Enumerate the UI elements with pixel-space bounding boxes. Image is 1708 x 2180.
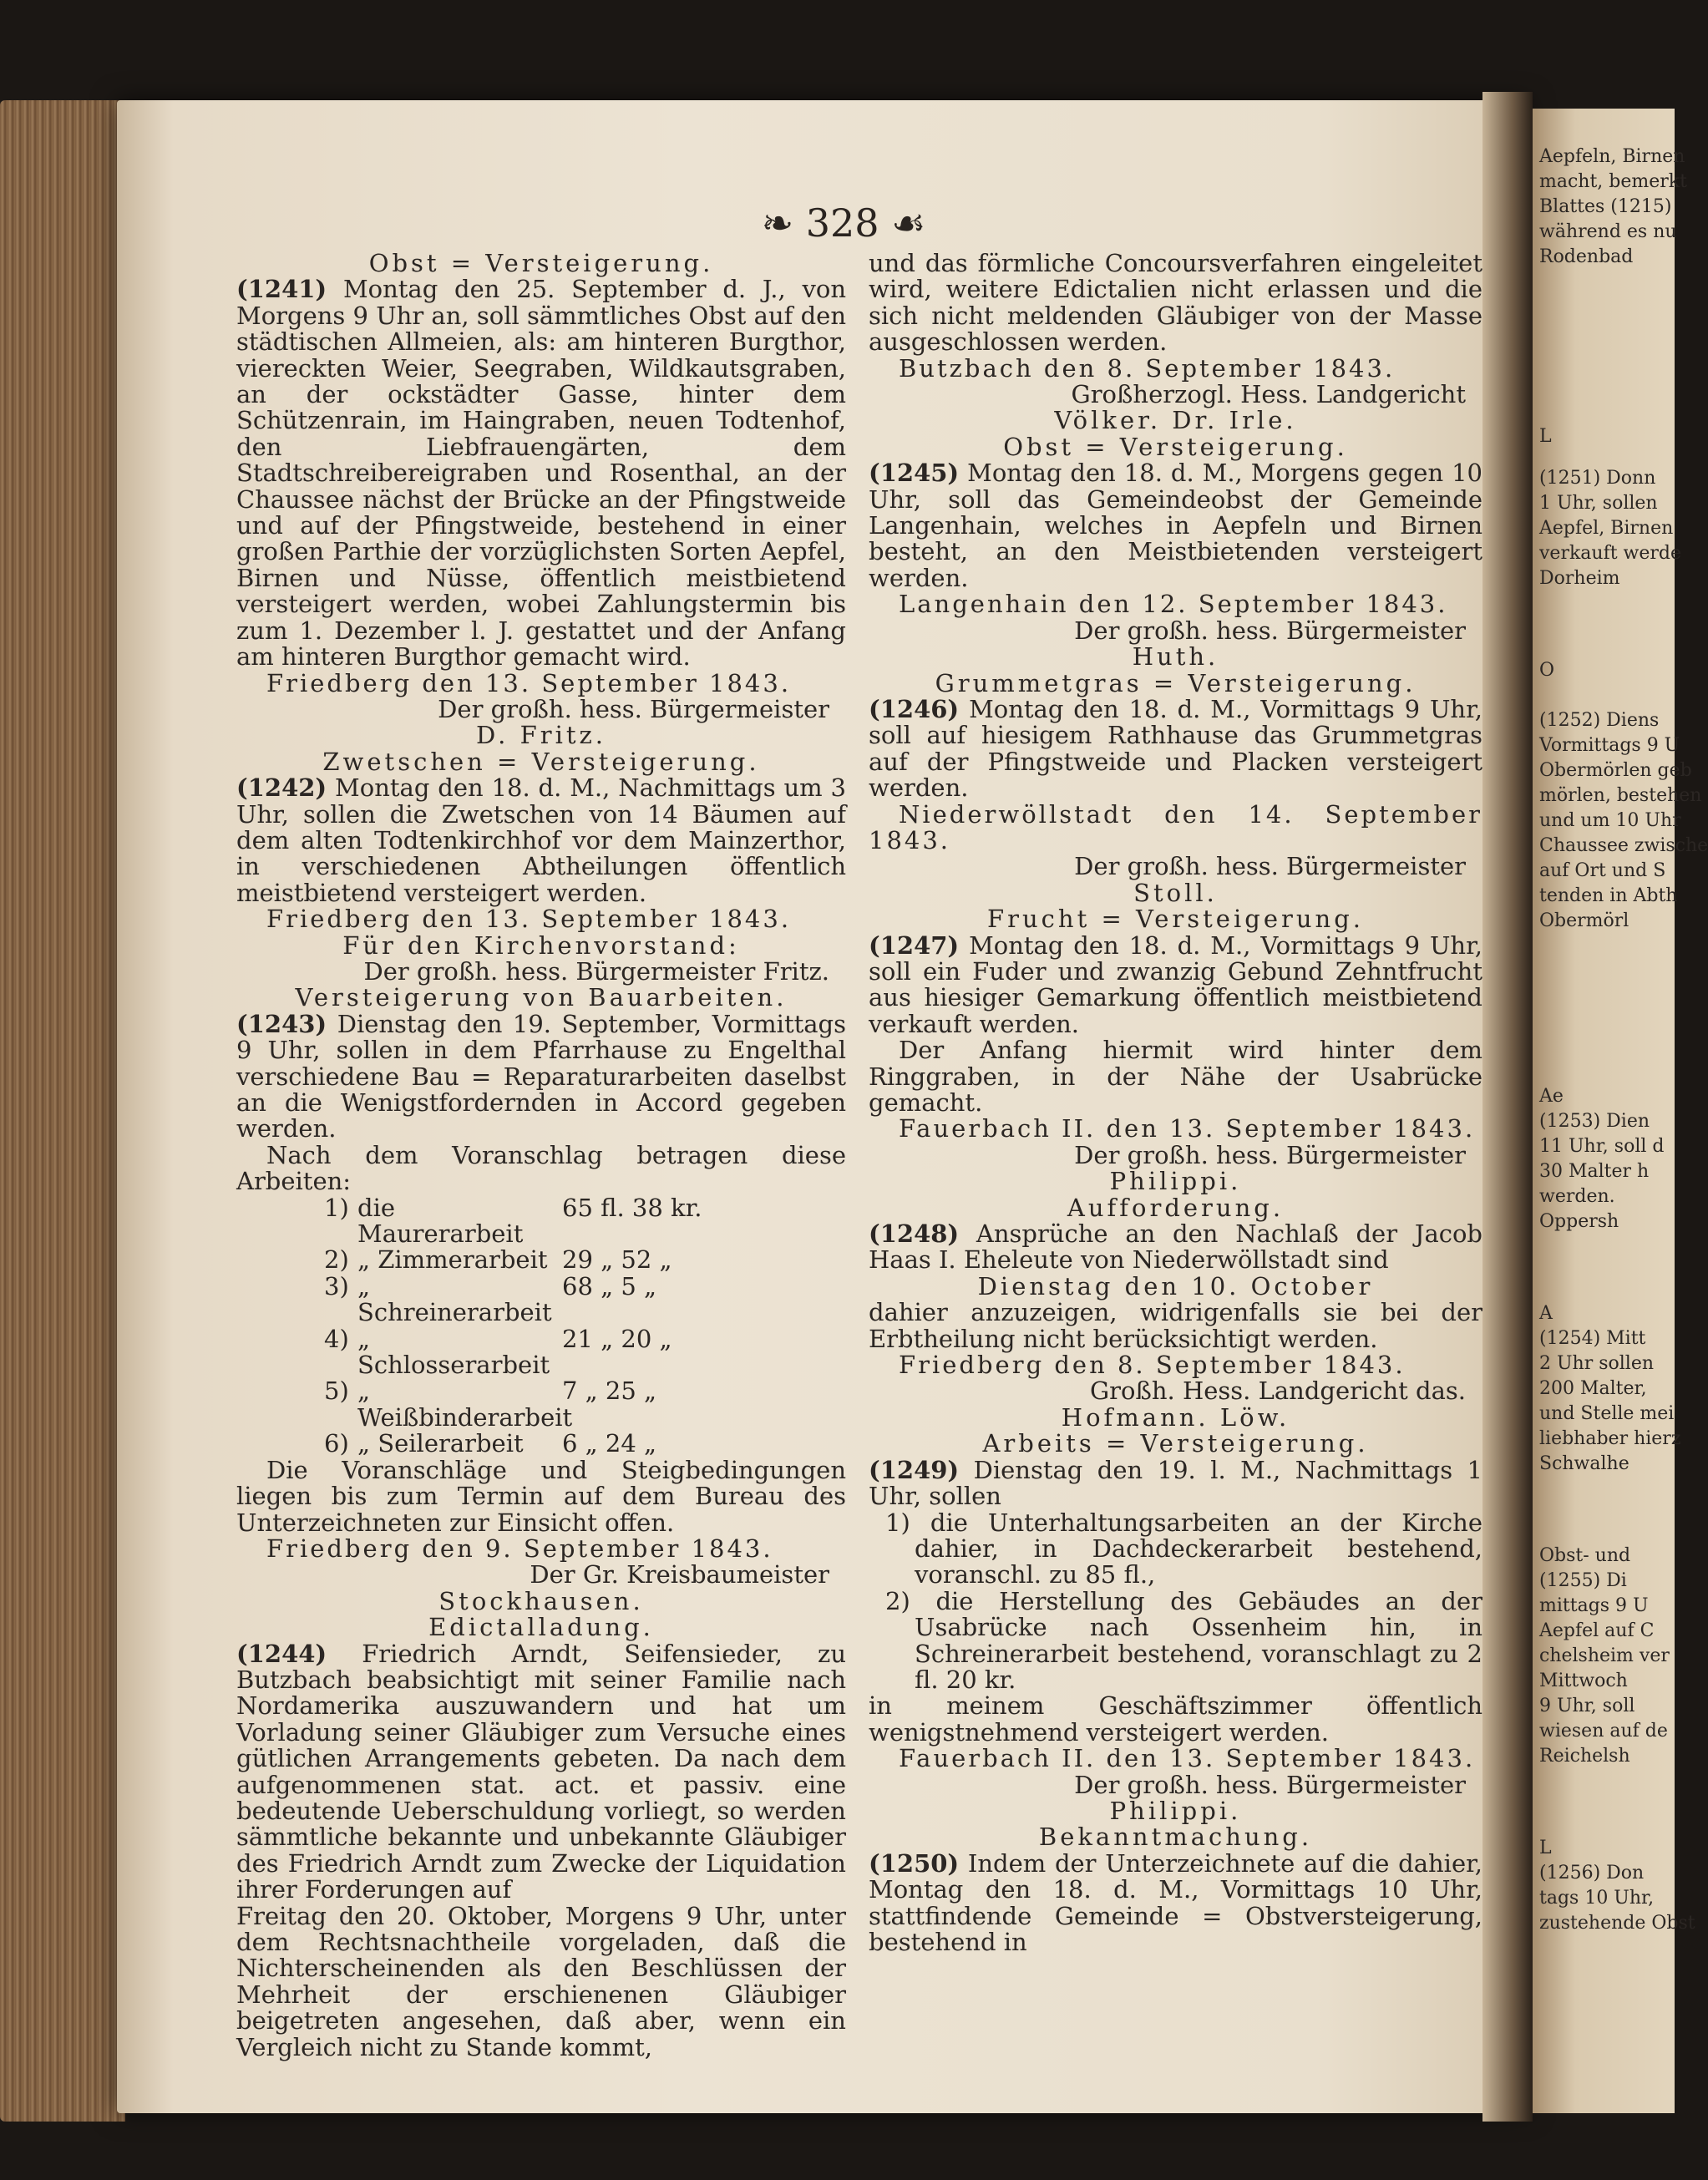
notice-heading: Obst = Versteigerung. [1003,432,1348,461]
signature-name: Stoll. [1133,878,1218,907]
cost-label: 6) [324,1429,349,1458]
signature-title: Der großh. hess. Bürgermeister [1074,1770,1466,1799]
notice-text: Ansprüche an den Nachlaß der Jacob Haas I. Eheleute von Niederwöllstadt sind [869,1219,1482,1275]
signature-title: Der Gr. Kreisbaumeister [530,1560,829,1589]
next-page-fragment: 30 Malter h [1539,1161,1650,1182]
signature-title: Großh. Hess. Landgericht das. [1089,1376,1466,1406]
next-page-fragment: (1251) Donn [1539,468,1656,489]
cost-name: „ Schreinerarbeit [357,1271,552,1327]
signature-name: D. Fritz. [475,721,607,750]
next-page-fragment: Ae [1539,1086,1564,1107]
next-page-fragment: Obermörlen geb [1539,760,1692,781]
signature-name: Dienstag den 10. October [977,1271,1374,1300]
notice-number: (1242) [236,773,327,803]
cost-row [236,1247,846,1273]
cost-label: 1) [324,1193,349,1222]
cost-name: die Maurerarbeit [357,1193,524,1249]
signature-title: Der großh. hess. Bürgermeister [1074,616,1466,645]
place-date: Niederwöllstadt den 14. September 1843. [869,799,1482,854]
next-page-fragment: tenden in Abth [1539,885,1678,906]
signature-name: Philippi. [1109,1796,1242,1825]
next-page-fragment: 2 Uhr sollen [1539,1353,1655,1374]
next-page-fragment: (1253) Dien [1539,1111,1650,1132]
signature-name: Stockhausen. [438,1586,644,1615]
next-page-fragment: wiesen auf de [1539,1721,1668,1741]
cost-amount: 21 „ 20 „ [562,1324,672,1353]
next-page-fragment: Aepfeln, Birnen [1539,146,1685,167]
next-page-fragment: 11 Uhr, soll d [1539,1136,1665,1157]
cost-label: 3) [324,1271,349,1300]
notice-heading: Bekanntmachung. [1038,1823,1313,1852]
next-page-fragment: liebhaber hierz [1539,1428,1681,1449]
ornament-right-icon: ☙ [891,200,926,246]
notice-heading: Aufforderung. [1067,1193,1285,1222]
right-column [869,251,1482,1955]
notice-text: Montag den 18. d. M., Vormittags 9 Uhr, soll auf hiesigem Rathhause das Grummetgras auf der Pfingstweide und Placken versteigert werden. [869,694,1483,803]
notice-number: (1248) [869,1219,960,1249]
notice-text: Montag den 18. d. M., Nachmittags um 3 Uhr, sollen die Zwetschen von 14 Bäumen auf dem alten Todtenkirchhof vor dem Mainzerthor, in verschiedenen Abtheilungen öffentlich meistbietend versteigert werden. [236,773,846,907]
cost-amount: 65 fl. 38 kr. [562,1193,702,1222]
place-date: Friedberg den 9. September 1843. [266,1534,773,1563]
cost-label: 2) [324,1245,349,1275]
notice-number: (1250) [869,1848,960,1878]
next-page-fragment: Chaussee zwische [1539,835,1708,856]
signature-name: Philippi. [1109,1167,1242,1196]
next-page-fragment: chelsheim ver [1539,1645,1670,1666]
next-page-fragment: (1256) Don [1539,1863,1645,1883]
next-page-fragment: werden. [1539,1186,1615,1207]
cost-amount: 29 „ 52 „ [562,1245,672,1275]
notice-text: Montag den 18. d. M., Morgens gegen 10 Uhr, soll das Gemeindeobst der Gemeinde Langenhain, welches in Aepfeln und Birnen besteht, an den Meistbietenden versteigert werden. [869,459,1482,592]
next-page-fragment: 200 Malter, [1539,1378,1647,1399]
cost-name: „ Zimmerarbeit [357,1245,548,1275]
next-page-fragment: auf Ort und S [1539,860,1666,881]
notice-paragraph [869,694,1483,803]
notice-text: Montag den 18. d. M., Vormittags 9 Uhr, soll ein Fuder und zwanzig Gebund Zehntfrucht aus hiesiger Gemarkung öffentlich meistbietend verkauft werden. [869,930,1483,1038]
cost-label: 5) [324,1376,349,1406]
notice-paragraph [869,460,1482,591]
notice-heading: Versteigerung von Bauarbeiten. [295,983,788,1012]
notice-paragraph [869,1221,1482,1274]
signature-title: Der großh. hess. Bürgermeister [1074,1140,1466,1169]
indented-text: Die Voranschläge und Steigbedingungen liegen bis zum Termin auf dem Bureau des Unterzeichneten zur Einsicht offen. [236,1455,846,1537]
place-date: Butzbach den 8. September 1843. [899,353,1396,383]
cost-amount: 6 „ 24 „ [562,1429,657,1458]
notice-number: (1243) [236,1009,327,1038]
next-page-fragment: (1252) Diens [1539,710,1660,731]
cost-name: „ Weißbinderarbeit [357,1376,573,1432]
signature-name: Hofmann. Löw. [1061,1402,1290,1432]
signature-title: Großherzogl. Hess. Landgericht [1071,380,1466,409]
signature-title: Der großh. hess. Bürgermeister [1074,852,1466,881]
next-page-fragment: Aepfel auf C [1539,1620,1655,1641]
notice-paragraph [236,1641,846,1904]
body-text: dahier anzuzeigen, widrigenfalls sie bei der Erbtheilung nicht berücksichtigt werden. [869,1298,1482,1353]
notice-paragraph [236,276,846,670]
notice-paragraph [869,930,1483,1038]
body-text: Freitag den 20. Oktober, Morgens 9 Uhr, unter dem Rechtsnachtheile vorgeladen, daß die Nichterscheinenden als den Beschlüssen der Mehrheit der erschienenen Gläubiger beigetreten angesehen, daß aber, wenn ein Vergleich nicht zu Stande kommt, [236,1901,846,2061]
place-date: Fauerbach II. den 13. September 1843. [899,1744,1476,1773]
next-page-fragment: und um 10 Uhr [1539,810,1681,831]
notice-text: Dienstag den 19. September, Vormittags 9 Uhr, sollen in dem Pfarrhause zu Engelthal verschiedene Bau = Reparaturarbeiten daselbst an die Wenigstfordernden in Accord gegeben werden. [236,1009,847,1143]
next-page-fragment: macht, bemerkt [1539,171,1687,192]
notice-number: (1246) [869,694,960,723]
cost-row [236,1431,846,1457]
next-page-fragment: Rodenbad [1539,246,1634,267]
cost-name: „ Seilerarbeit [357,1429,524,1458]
next-page-fragment: (1254) Mitt [1539,1328,1646,1349]
next-page-fragment: Blattes (1215) [1539,196,1672,217]
notice-heading: Zwetschen = Versteigerung. [322,747,760,776]
place-date: Friedberg den 8. September 1843. [899,1351,1406,1380]
cost-row [236,1326,846,1379]
cost-row [236,1195,846,1248]
signature-title: Der großh. hess. Bürgermeister Fritz. [363,956,829,986]
notice-text: Montag den 25. September d. J., von Morgens 9 Uhr an, soll sämmtliches Obst auf den städtischen Allmeien, als: am hinteren Burgthor, viereckten Weier, Seegraben, Wildkautsgraben, an der ockstädter Gasse, hinter dem Schützenrain, im Haingraben, neuen Todtenhof, den Liebfrauengärten, dem Stadtschreibereigraben und Rosenthal, an der Chaussee nächst der Brücke an der Pfingstweide und auf der Pfingstweide, bestehend in einer großen Parthie der vorzüglichsten Sorten Aepfel, Birnen und Nüsse, öffentlich meistbietend versteigert werden, wobei Zahlungstermin bis zum 1. Dezember l. J. gestattet und der Anfang am hinteren Burgthor gemacht wird. [236,275,847,672]
cost-label: 4) [324,1324,349,1353]
next-page-fragment: Oppersh [1539,1211,1619,1232]
signature-title: Der großh. hess. Bürgermeister [438,694,829,723]
next-page-fragment: Dorheim [1539,568,1620,589]
place-date: Friedberg den 13. September 1843. [266,905,792,934]
next-page-fragment: Obermörl [1539,910,1629,931]
left-column [236,251,846,2061]
notice-number: (1245) [869,459,960,488]
signature-name: Völker. Dr. Irle. [1054,406,1297,435]
next-page-fragment: 9 Uhr, soll [1539,1696,1635,1716]
notice-heading: Arbeits = Versteigerung. [982,1429,1369,1458]
next-page-fragment: tags 10 Uhr, [1539,1888,1655,1909]
next-page-fragment: Mittwoch [1539,1670,1628,1691]
notice-paragraph [869,1455,1483,1511]
notice-heading: Grummetgras = Versteigerung. [935,668,1417,697]
notice-number: (1244) [236,1639,327,1668]
next-page-fragment: Vormittags 9 U [1539,735,1680,756]
notice-paragraph [236,775,846,906]
work-item-text: 2) die Herstellung des Gebäudes an der Usabrücke nach Ossenheim hin, in Schreinerarbeit bestehend, voranschlagt zu 2 fl. 20 kr. [885,1586,1482,1694]
notice-text: Dienstag den 19. l. M., Nachmittags 1 Uhr, sollen [869,1455,1483,1511]
work-item [869,1510,1482,1589]
next-page-fragment: während es nu [1539,221,1677,242]
body-text: in meinem Geschäftszimmer öffentlich wenigstnehmend versteigert werden. [869,1691,1482,1747]
next-page-fragment: A [1539,1303,1553,1324]
place-date: Langenhain den 12. September 1843. [899,590,1448,619]
work-item-text: 1) die Unterhaltungsarbeiten an der Kirche dahier, in Dachdeckerarbeit bestehend, voranschl. zu 85 fl., [885,1508,1482,1589]
next-page-fragment: mörlen, bestehen [1539,785,1702,806]
place-date: Fauerbach II. den 13. September 1843. [899,1114,1476,1143]
cost-row [236,1378,846,1431]
next-page-fragment: L [1539,426,1552,447]
page-number: ❧ 328 ☙ [761,200,926,246]
notice-text: Indem der Unterzeichnete auf die dahier, Montag den 18. d. M., Vormittags 10 Uhr, stattfindende Gemeinde = Obstversteigerung, bestehend in [869,1848,1482,1956]
work-item [869,1586,1482,1694]
next-page-edge [1533,109,1708,2113]
book-gutter [1482,92,1533,2122]
notice-heading: Edictalladung. [428,1613,654,1642]
notice-heading: Frucht = Versteigerung. [987,905,1364,934]
cost-name: „ Schlosserarbeit [357,1324,550,1380]
indented-text: Der Anfang hiermit wird hinter dem Ringgraben, in der Nähe der Usabrücke gemacht. [869,1036,1482,1117]
place-date: Friedberg den 13. September 1843. [266,668,792,697]
next-page-fragment: L [1539,1838,1552,1858]
ornament-left-icon: ❧ [761,200,794,246]
next-page-fragment: und Stelle mei [1539,1403,1675,1424]
next-page-fragment: verkauft werde [1539,543,1682,564]
next-page-fragment: Aepfel, Birnen [1539,518,1674,539]
signature-name: Huth. [1132,642,1219,672]
body-text: und das förmliche Concoursverfahren eingeleitet wird, weitere Edictalien nicht erlassen und die sich nicht meldenden Gläubiger von der Masse ausgeschlossen werden. [869,249,1482,357]
cost-row [236,1271,846,1327]
next-page-fragment: Obst- und [1539,1545,1631,1566]
notice-heading: Obst = Versteigerung. [368,249,714,277]
next-page-fragment: 1 Uhr, sollen [1539,493,1658,514]
notice-number: (1247) [869,930,960,960]
notice-text: Friedrich Arndt, Seifensieder, zu Butzbach beabsichtigt mit seiner Familie nach Nordamerika auszuwandern und hat um Vorladung seiner Gläubiger zum Versuche eines gütlichen Arrangements gebeten. Da nach dem aufgenommenen stat. act. et passiv. eine bedeutende Ueberschuldung vorliegt, so werden sämmtliche bekannte und unbekannte Gläubiger des Friedrich Arndt zum Zwecke der Liquidation ihrer Forderungen auf [236,1639,847,1904]
notice-paragraph [236,1011,846,1143]
indented-text: Nach dem Voranschlag betragen diese Arbeiten: [236,1140,846,1196]
next-page-fragment: Reichelsh [1539,1746,1630,1767]
notice-number: (1249) [869,1455,960,1484]
next-page-fragment: zustehende Obst [1539,1913,1695,1934]
cost-amount: 68 „ 5 „ [562,1271,657,1300]
next-page-fragment: mittags 9 U [1539,1595,1649,1616]
cost-amount: 7 „ 25 „ [562,1376,657,1406]
next-page-fragment: Schwalhe [1539,1453,1629,1474]
next-page-fragment: O [1539,660,1555,681]
notice-number: (1241) [236,275,327,304]
signature-name: Für den Kirchenvorstand: [342,930,740,960]
next-page-fragment: (1255) Di [1539,1570,1627,1591]
notice-paragraph [869,1848,1482,1956]
book-edge [0,100,125,2122]
